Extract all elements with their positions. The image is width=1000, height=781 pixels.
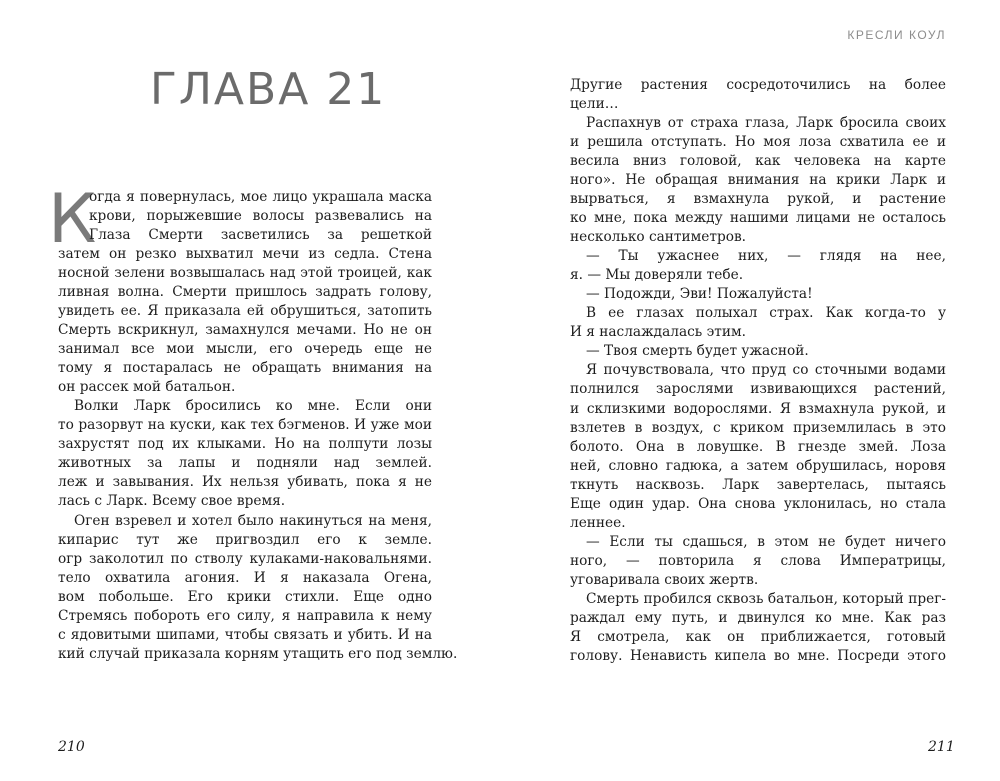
text-line: животных за лапы и подняли над землей. [58, 455, 432, 472]
text-line: то разорвут на куски, как тех бэгменов. И уже мои [58, 417, 432, 434]
text-line: раждал ему путь, и двинулся ко мне. Как раз [570, 609, 946, 626]
text-line: — Твоя смерть будет ужасной. [586, 343, 809, 360]
text-line: тому я постаралась не обращать внимания на [58, 360, 432, 377]
text-line: — Ты ужаснее них, — глядя на нее, [586, 248, 946, 265]
text-line: весила вниз головой, как человека на карте [570, 153, 946, 170]
text-line: И я наслаждалась этим. [570, 324, 746, 341]
text-line: тело охватила агония. И я наказала Огена, [58, 569, 432, 586]
text-line: Я смотрела, как он приближается, готовый [570, 628, 946, 645]
text-line: несколько сантиметров. [570, 229, 746, 246]
chapter-title: ГЛАВА 21 [150, 64, 387, 115]
text-line: вырваться, я взмахнула рукой, и растение [570, 191, 946, 208]
text-line: вом побольше. Его крики стихли. Еще одно [58, 588, 432, 605]
text-line: Глаза Смерти засветились за решеткой [89, 227, 432, 244]
text-line: ней, словно гадюка, а затем обрушилась, норовя [570, 457, 946, 474]
text-line: крови, порыжевшие волосы развевались на [89, 208, 432, 225]
text-line: полнился зарослями извивающихся растений, [570, 381, 946, 398]
text-line: ного, — повторила я слова Императрицы, [570, 552, 946, 569]
text-line: кипарис тут же пригвоздил его к земле. [58, 531, 432, 548]
running-head: КРЕСЛИ КОУЛ [847, 28, 946, 42]
text-line: я. — Мы доверяли тебе. [570, 267, 744, 284]
text-line: болото. Она в ловушке. В гнезде змей. Лоза [570, 438, 946, 455]
text-line: кий случай приказала корням утащить его под землю. [58, 645, 458, 662]
text-line: Стремясь побороть его силу, я направила к нему [58, 607, 432, 624]
text-line: с ядовитыми шипами, чтобы связать и убить. И на [58, 626, 432, 643]
text-line: Я почувствовала, что пруд со сточными водами [586, 362, 946, 379]
page-number-left: 210 [58, 739, 85, 755]
text-line: и склизкими водорослями. Я взмахнула рукой, и [570, 400, 946, 417]
text-line: и решила отступать. Но моя лоза схватила ее и [570, 134, 946, 151]
text-line: Смерть вскрикнул, замахнулся мечами. Но не он [58, 322, 432, 339]
text-line: Волки Ларк бросились ко мне. Если они [74, 398, 432, 415]
text-line: огр заколотил по стволу кулаками-наковальнями. [58, 550, 432, 567]
text-line: ливная волна. Смерти пришлось задрать голову, [58, 284, 432, 301]
text-line: леннее. [570, 514, 626, 531]
right-page [500, 0, 1000, 781]
text-line: уговаривала своих жертв. [570, 571, 759, 588]
text-line: В ее глазах полыхал страх. Как когда-то у [586, 305, 946, 322]
text-line: огда я повернулась, мое лицо украшала маска [89, 189, 432, 205]
page-number-right: 211 [928, 739, 955, 755]
text-line: затем он резко выхватил мечи из седла. Стена [58, 246, 432, 263]
text-line: — Подожди, Эви! Пожалуйста! [586, 286, 813, 303]
text-line: Оген взревел и хотел было накинуться на меня, [74, 512, 432, 529]
text-line: носной зелени возвышалась над этой троицей, как [58, 265, 432, 282]
text-line: взлетев в воздух, с криком приземлилась в это [570, 419, 946, 436]
text-line: Смерть пробился сквозь батальон, который прег- [586, 590, 946, 607]
text-line: лась с Ларк. Всему свое время. [58, 493, 286, 510]
text-line: Другие растения сосредоточились на более [570, 77, 946, 93]
text-line: занимал все мои мысли, его очередь еще не [58, 341, 432, 358]
text-line: цели… [570, 96, 619, 113]
text-line: ткнуть насквозь. Ларк завертелась, пытаясь [570, 476, 946, 493]
text-line: ко мне, пока между нашими лицами не осталось [570, 210, 946, 227]
text-line: захрустят под их клыками. Но на полпути лозы [58, 436, 432, 453]
drop-cap: К [48, 180, 97, 259]
text-line: голову. Ненависть кипела во мне. Посреди этого [570, 647, 946, 664]
text-line: — Если ты сдашься, в этом не будет ничего [586, 533, 946, 550]
text-line: увидеть ее. Я приказала ей обрушиться, затопить [58, 303, 432, 320]
text-line: ного». Не обращая внимания на крики Ларк и [570, 172, 946, 189]
text-line: леж и завывания. Их нельзя убивать, пока я не [58, 474, 432, 491]
text-line: он рассек мой батальон. [58, 379, 236, 396]
text-line: Еще один удар. Она снова уклонилась, но стала [570, 495, 946, 512]
text-line: Распахнув от страха глаза, Ларк бросила своих [586, 115, 946, 132]
